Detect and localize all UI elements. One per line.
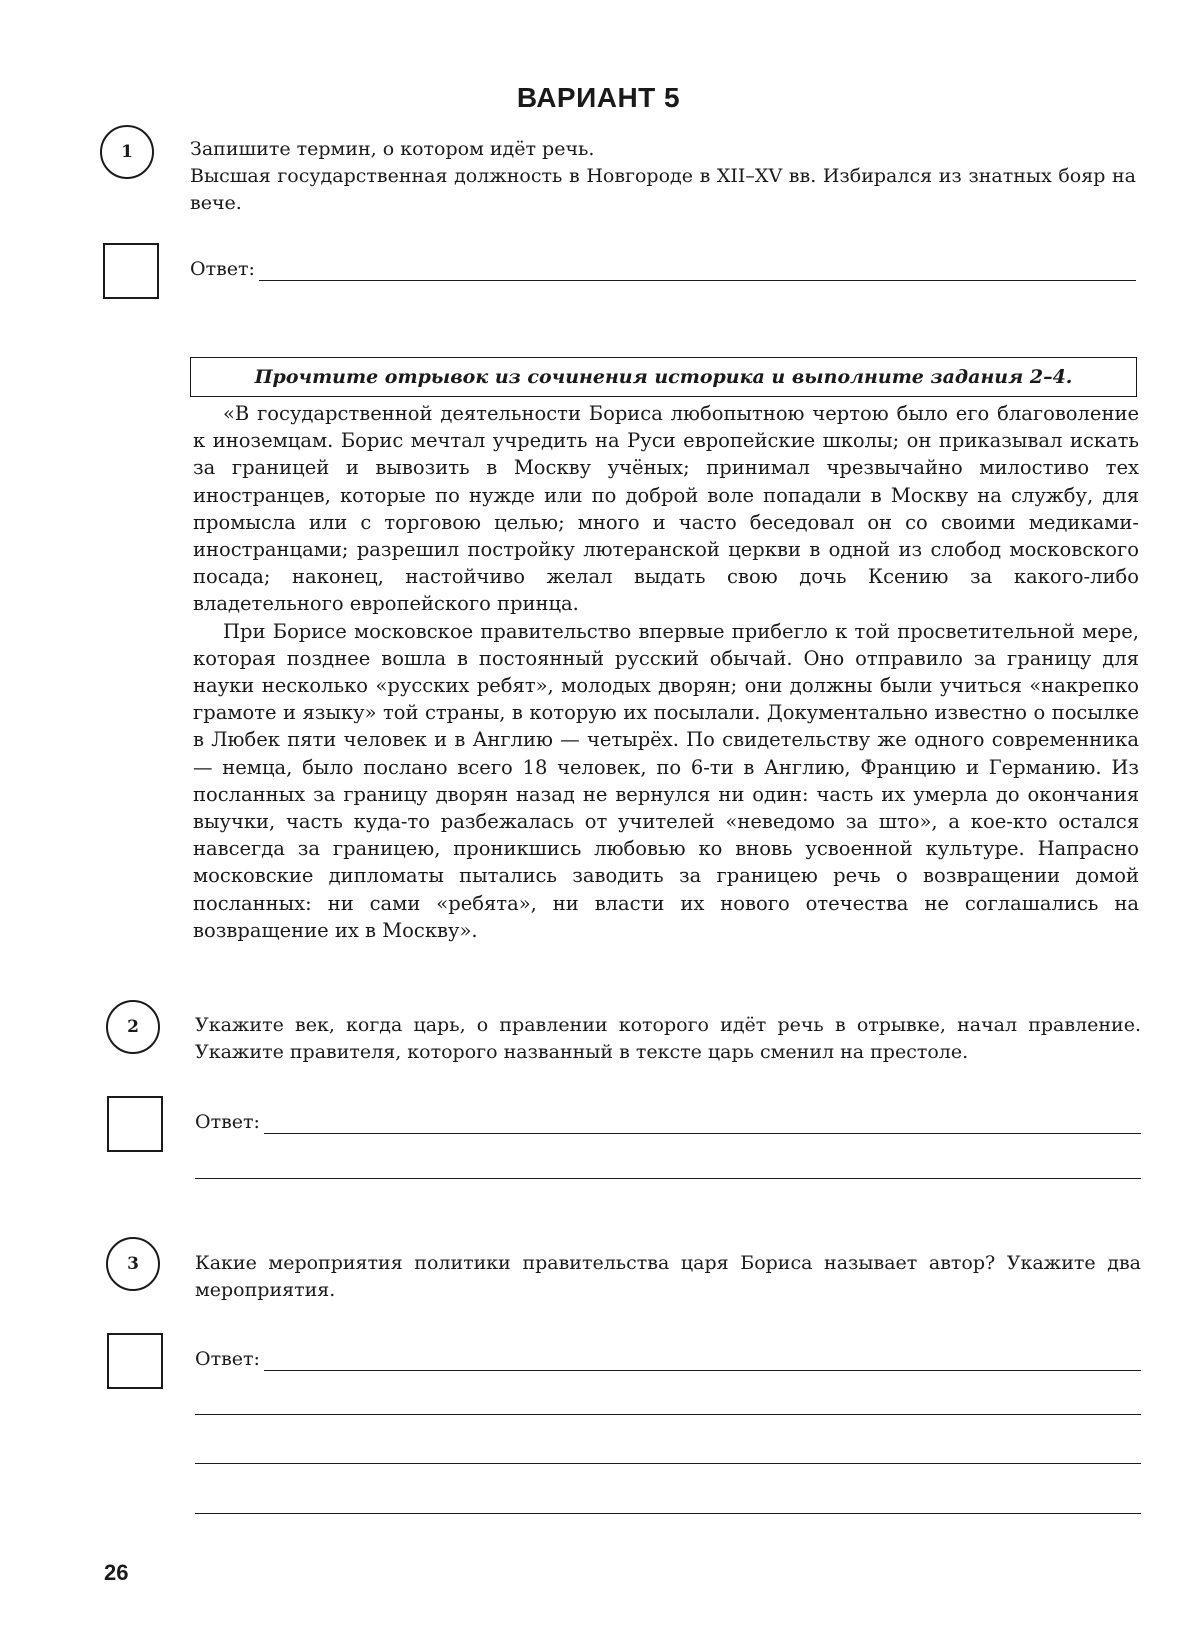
task-2-text: Укажите век, когда царь, о правлении которого идёт речь в отрывке, начал правление. Укажите правителя, которого названный в тексте царь сменил на престоле.: [195, 1014, 1141, 1063]
task-1-text: [190, 136, 1136, 217]
task-1-answer-label: Ответ:: [190, 258, 255, 280]
task-1-line-2: Высшая государственная должность в Новгороде в XII–XV вв. Избирался из знатных бояр на вече.: [190, 165, 1136, 214]
historian-passage: [193, 400, 1139, 944]
task-2-answer-line[interactable]: [264, 1113, 1141, 1134]
task-2-answer-box[interactable]: [107, 1096, 163, 1152]
page-title: ВАРИАНТ 5: [516, 82, 681, 113]
task-1-number: 1: [100, 125, 154, 179]
page-number: 26: [104, 1560, 129, 1585]
task-3-answer-label: Ответ:: [195, 1348, 260, 1370]
passage-paragraph-2: При Борисе московское правительство впервые прибегло к той просветительной мере, которая позднее вошла в постоянный русский обычай. Оно отправило за границу для науки несколько «русских ребят», молодых дворян; они должны были учиться «накрепко грамоте и языку» той страны, в которую их посылали. Документально известно о посылке в Любек пяти человек и в Англию — четырёх. По свидетельству же одного современника — немца, было послано всего 18 человек, по 6-ти в Англию, Францию и Германию. Из посланных за границу дворян назад не вернулся ни один: часть их умерла до окончания выучки, часть куда-то разбежалась от учителей «неведомо за што», а кое-кто остался навсегда за границею, проникшись любовью ко вновь усвоенной культуре. Напрасно московские дипломаты пытались заводить за границею речь о возвращении домой посланных: ни сами «ребята», ни власти их нового отечества не соглашались на возвращение их в Москву».: [193, 619, 1139, 942]
task-2-answer-row[interactable]: [195, 1110, 1141, 1134]
task-1-line-1: Запишите термин, о котором идёт речь.: [190, 138, 595, 160]
passage-paragraph-1: «В государственной деятельности Бориса любопытною чертою было его благоволение к иноземцам. Борис мечтал учредить на Руси европейские школы; он приказывал искать за границей и вывозить в Москву учёных; принимал чрезвычайно милостиво тех иностранцев, которые по нужде или по доброй воле попадали в Москву на службу, для промысла или с торговою целью; много и часто беседовал он со своими медиками-иностранцами; разрешил постройку лютеранской церкви в одной из слобод московского посада; наконец, настойчиво желал выдать свою дочь Ксению за какого-либо владетельного европейского принца.: [193, 402, 1139, 616]
task-3-answer-box[interactable]: [107, 1333, 163, 1389]
task-3-extra-answer-line-3[interactable]: [195, 1513, 1141, 1514]
task-3-extra-answer-line-1[interactable]: [195, 1414, 1141, 1415]
task-3-number: 3: [106, 1237, 160, 1291]
task-3-answer-line[interactable]: [264, 1350, 1141, 1371]
passage-instruction: Прочтите отрывок из сочинения историка и выполните задания 2–4.: [190, 357, 1137, 397]
task-1-answer-line[interactable]: [259, 260, 1136, 281]
task-2-number: 2: [106, 1000, 160, 1054]
task-1-answer-row[interactable]: [190, 257, 1136, 281]
task-2-extra-answer-line[interactable]: [195, 1178, 1141, 1179]
task-1-answer-box[interactable]: [103, 243, 159, 299]
task-3-extra-answer-line-2[interactable]: [195, 1463, 1141, 1464]
task-3-answer-row[interactable]: [195, 1347, 1141, 1371]
task-3-text: Какие мероприятия политики правительства царя Бориса называет автор? Укажите два мероприятия.: [195, 1252, 1141, 1301]
task-2-answer-label: Ответ:: [195, 1111, 260, 1133]
